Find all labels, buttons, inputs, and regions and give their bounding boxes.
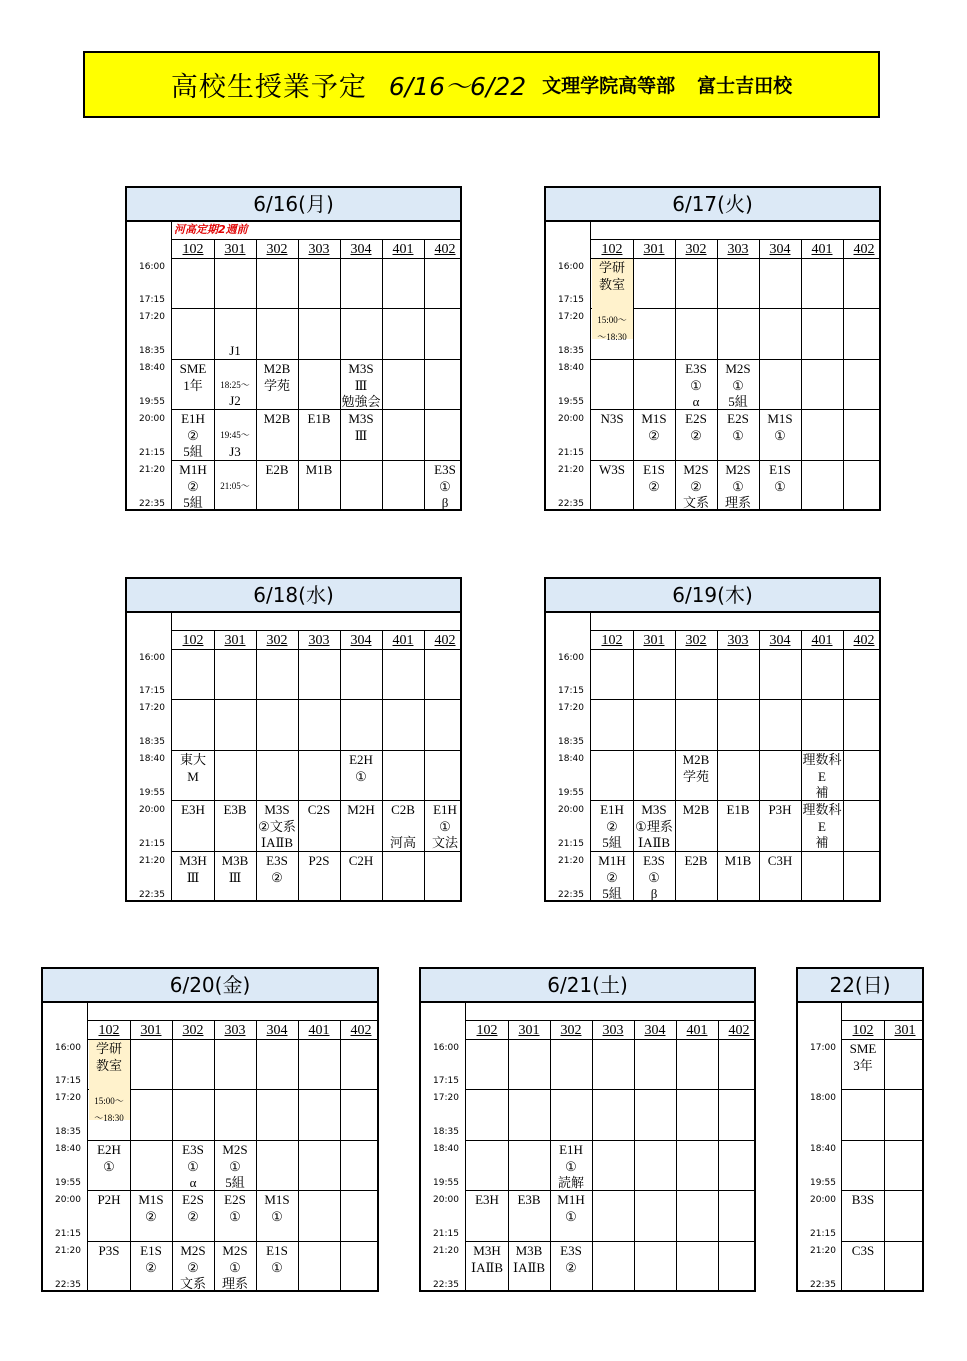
time-label: 17:15 (139, 295, 165, 305)
class-cell: J1 (229, 343, 241, 358)
room-header-top-line (172, 239, 460, 240)
class-cell: N3S (600, 411, 624, 426)
class-cell: E2B (265, 462, 289, 477)
room-header-301: 301 (140, 1023, 162, 1038)
time-label: 17:15 (558, 686, 584, 696)
class-cell: E2S ① (727, 411, 749, 443)
time-label: 21:15 (139, 839, 165, 849)
class-cell: E3S ② (266, 853, 288, 885)
class-cell: E2S ① (224, 1192, 246, 1224)
time-label: 16:00 (558, 262, 584, 272)
room-header-303: 303 (727, 242, 749, 257)
class-cell: M3H Ⅲ (179, 853, 207, 885)
time-label: 22:35 (139, 890, 165, 900)
class-cell: M3S Ⅲ 勉強会 (341, 361, 381, 409)
slot-divider (88, 1039, 377, 1040)
class-cell: B3S (851, 1192, 875, 1207)
date-range: 6/16〜6/22 (388, 71, 527, 101)
time-label: 21:20 (433, 1246, 459, 1256)
time-label: 18:35 (139, 737, 165, 747)
time-label: 19:55 (55, 1178, 81, 1188)
day-panel-d17 (544, 186, 881, 511)
class-cell: E3B (517, 1192, 541, 1207)
time-label: 21:15 (810, 1229, 836, 1239)
class-cell: E3S ① α (182, 1142, 204, 1190)
time-label: 17:20 (558, 703, 584, 713)
room-header-303: 303 (308, 633, 330, 648)
room-header-102: 102 (182, 633, 204, 648)
time-label: 20:00 (810, 1195, 836, 1205)
room-column-divider (382, 630, 383, 900)
time-label: 17:15 (139, 686, 165, 696)
time-label: 21:15 (139, 448, 165, 458)
slot-divider (591, 750, 879, 751)
class-cell: M2H (347, 802, 375, 817)
time-label: 17:00 (810, 1043, 836, 1053)
class-cell: M1H ② 5組 (598, 853, 626, 901)
day-panel-d16 (125, 186, 462, 511)
class-cell: C2H (348, 853, 374, 868)
class-cell: 理数科 E 補 (802, 752, 842, 800)
class-cell: SME 1年 (179, 361, 207, 393)
slot-divider (842, 1241, 922, 1242)
slot-divider (591, 460, 879, 461)
day-panel-d20 (41, 967, 379, 1292)
room-header-402: 402 (853, 242, 875, 257)
time-label: 17:20 (55, 1093, 81, 1103)
slot-divider (172, 750, 460, 751)
time-label: 17:20 (139, 703, 165, 713)
class-cell: C2S (307, 802, 331, 817)
room-header-102: 102 (182, 242, 204, 257)
class-cell: C3S (851, 1243, 875, 1258)
class-cell: M2S ② 文系 (682, 462, 709, 510)
time-label: 21:20 (558, 465, 584, 475)
time-label: 22:35 (558, 890, 584, 900)
slot-divider (172, 308, 460, 309)
time-label: 21:15 (433, 1229, 459, 1239)
time-label: 18:35 (55, 1127, 81, 1137)
time-label: 20:00 (558, 414, 584, 424)
day-header: 6/17(火) (546, 188, 879, 222)
class-cell: E1H ② 5組 (181, 411, 205, 459)
class-cell: M2S ① 5組 (725, 361, 751, 409)
class-cell: M1S ② (641, 411, 667, 443)
room-header-301: 301 (643, 242, 665, 257)
room-header-304: 304 (769, 633, 791, 648)
room-header-302: 302 (685, 242, 707, 257)
class-cell: E1S ② (643, 462, 665, 494)
class-cell: M2B (263, 411, 291, 426)
time-label: 21:15 (558, 448, 584, 458)
class-cell: P2S (308, 853, 330, 868)
time-label: 20:00 (55, 1195, 81, 1205)
class-cell: 15:00〜 〜18:30 (94, 1096, 124, 1123)
class-cell: J2 (229, 393, 241, 408)
day-panel-d19 (544, 577, 881, 902)
page-title-banner (83, 51, 880, 118)
time-label: 20:00 (433, 1195, 459, 1205)
time-label: 16:00 (558, 653, 584, 663)
exam-note: 河高定期2週前 (174, 223, 248, 236)
slot-divider (466, 1190, 754, 1191)
time-label: 17:15 (558, 295, 584, 305)
class-cell: E2H ① (349, 752, 373, 784)
room-column-divider (424, 630, 425, 900)
room-header-102: 102 (852, 1023, 874, 1038)
class-cell: 21:05〜 (220, 481, 250, 491)
class-cell: E1S ② (140, 1243, 162, 1275)
class-cell: 18:25〜 (220, 380, 250, 390)
room-header-401: 401 (811, 242, 833, 257)
room-header-102: 102 (601, 633, 623, 648)
time-label: 16:00 (139, 653, 165, 663)
time-label: 16:00 (139, 262, 165, 272)
time-label: 21:20 (139, 856, 165, 866)
day-header: 6/21(土) (421, 969, 754, 1003)
slot-divider (842, 1140, 922, 1141)
time-label: 16:00 (433, 1043, 459, 1053)
room-header-301: 301 (224, 242, 246, 257)
campus-name: 富士吉田校 (697, 75, 793, 97)
class-cell: M1S ① (767, 411, 793, 443)
time-label: 21:20 (55, 1246, 81, 1256)
room-column-divider (676, 1020, 677, 1290)
slot-divider (466, 1140, 754, 1141)
class-cell: E3S ① α (685, 361, 707, 409)
day-header: 6/18(水) (127, 579, 460, 613)
room-header-402: 402 (853, 633, 875, 648)
school-name: 文理学院高等部 (542, 75, 676, 97)
room-header-401: 401 (686, 1023, 708, 1038)
room-header-304: 304 (350, 242, 372, 257)
day-panel-d21 (419, 967, 756, 1292)
time-label: 17:15 (55, 1076, 81, 1086)
room-header-303: 303 (602, 1023, 624, 1038)
slot-divider (88, 1241, 377, 1242)
class-cell: E3B (223, 802, 247, 817)
time-label: 17:15 (433, 1076, 459, 1086)
page-title: 高校生授業予定 (170, 72, 367, 103)
class-cell: M2B 学苑 (263, 361, 291, 393)
time-label: 17:20 (433, 1093, 459, 1103)
class-cell: M1B (724, 853, 752, 868)
time-label: 22:35 (55, 1280, 81, 1290)
day-panel-d22 (796, 967, 924, 1292)
class-cell: P3H (768, 802, 792, 817)
day-header: 6/20(金) (43, 969, 377, 1003)
time-label: 18:35 (558, 346, 584, 356)
room-header-402: 402 (350, 1023, 372, 1038)
day-header: 6/16(月) (127, 188, 460, 222)
slot-divider (842, 1089, 922, 1090)
room-column-divider (298, 1020, 299, 1290)
class-cell: M1S ① (264, 1192, 290, 1224)
time-label: 19:55 (139, 397, 165, 407)
room-header-304: 304 (769, 242, 791, 257)
room-header-302: 302 (266, 633, 288, 648)
room-header-301: 301 (518, 1023, 540, 1038)
class-cell: M3B Ⅲ (221, 853, 249, 885)
class-cell: E1H ② 5組 (600, 802, 624, 850)
class-cell: E2H ① (97, 1142, 121, 1174)
class-cell: E1S ① (769, 462, 791, 494)
room-header-102: 102 (98, 1023, 120, 1038)
time-label: 18:35 (433, 1127, 459, 1137)
time-label: 18:35 (558, 737, 584, 747)
room-header-top-line (591, 630, 879, 631)
class-cell: M1S ② (138, 1192, 164, 1224)
time-label: 22:35 (139, 499, 165, 509)
slot-divider (172, 699, 460, 700)
slot-divider (172, 800, 460, 801)
time-label: 19:55 (810, 1178, 836, 1188)
class-cell: M1H ② 5組 (179, 462, 207, 510)
room-column-divider (592, 1020, 593, 1290)
room-header-301: 301 (643, 633, 665, 648)
slot-divider (842, 1190, 922, 1191)
room-header-102: 102 (476, 1023, 498, 1038)
class-cell: E1H ① 文法 (431, 802, 458, 850)
class-cell: C2B 河高 (389, 802, 416, 850)
class-cell: E2S ② (182, 1192, 204, 1224)
class-cell: E1H ① 読解 (557, 1142, 584, 1190)
class-cell: M2S ② 文系 (179, 1243, 206, 1291)
class-cell: 19:45〜 (220, 430, 250, 440)
time-label: 22:35 (558, 499, 584, 509)
time-label: 18:40 (558, 754, 584, 764)
room-column-divider (843, 239, 844, 509)
room-header-top-line (591, 239, 879, 240)
room-header-301: 301 (224, 633, 246, 648)
class-cell: E3S ① β (643, 853, 665, 901)
class-cell: M3S ①理系 ⅠAⅡB (635, 802, 673, 850)
time-label: 22:35 (433, 1280, 459, 1290)
class-cell: SME 3年 (849, 1041, 877, 1073)
room-column-divider (843, 630, 844, 900)
time-label: 21:20 (558, 856, 584, 866)
slot-divider (172, 649, 460, 650)
room-header-top-line (172, 630, 460, 631)
time-label: 18:40 (433, 1144, 459, 1154)
class-cell: M3S ②文系 ⅠAⅡB (258, 802, 296, 850)
slot-divider (466, 1039, 754, 1040)
room-header-302: 302 (266, 242, 288, 257)
time-label: 22:35 (810, 1280, 836, 1290)
class-cell: M2S ① 理系 (724, 462, 751, 510)
class-cell: E2B (684, 853, 708, 868)
time-label: 21:20 (810, 1246, 836, 1256)
room-header-401: 401 (392, 242, 414, 257)
time-label: 18:40 (55, 1144, 81, 1154)
slot-divider (591, 308, 879, 309)
class-cell: M2B 学苑 (682, 752, 710, 784)
class-cell: W3S (599, 462, 625, 477)
slot-divider (88, 1140, 377, 1141)
time-label: 19:55 (433, 1178, 459, 1188)
time-label: 18:40 (558, 363, 584, 373)
time-label: 21:20 (139, 465, 165, 475)
time-label: 18:40 (810, 1144, 836, 1154)
room-header-304: 304 (644, 1023, 666, 1038)
slot-divider (842, 1039, 922, 1040)
room-header-303: 303 (224, 1023, 246, 1038)
room-header-top-line (88, 1020, 377, 1021)
room-header-303: 303 (727, 633, 749, 648)
class-cell: E3H (181, 802, 205, 817)
room-header-304: 304 (266, 1023, 288, 1038)
slot-divider (466, 1089, 754, 1090)
slot-divider (591, 649, 879, 650)
room-column-divider (634, 1020, 635, 1290)
room-header-top-line (466, 1020, 754, 1021)
time-label: 17:20 (139, 312, 165, 322)
class-cell: P2H (97, 1192, 121, 1207)
slot-divider (591, 359, 879, 360)
day-header: 6/19(木) (546, 579, 879, 613)
time-label: 20:00 (139, 805, 165, 815)
room-column-divider (214, 239, 215, 509)
room-header-303: 303 (308, 242, 330, 257)
time-label: 20:00 (558, 805, 584, 815)
room-header-302: 302 (560, 1023, 582, 1038)
time-label: 21:15 (55, 1229, 81, 1239)
time-label: 17:20 (558, 312, 584, 322)
room-column-divider (884, 1020, 885, 1290)
class-cell: E2S ② (685, 411, 707, 443)
room-header-302: 302 (182, 1023, 204, 1038)
time-label: 16:00 (55, 1043, 81, 1053)
room-header-401: 401 (811, 633, 833, 648)
time-label: 21:15 (558, 839, 584, 849)
room-header-top-line (842, 1020, 922, 1021)
time-label: 19:55 (558, 397, 584, 407)
room-header-401: 401 (308, 1023, 330, 1038)
time-label: 18:40 (139, 363, 165, 373)
slot-divider (591, 258, 879, 259)
room-header-401: 401 (392, 633, 414, 648)
class-cell: 学研 教室 (95, 1041, 122, 1073)
class-cell: E1B (726, 802, 750, 817)
room-header-301: 301 (894, 1023, 916, 1038)
class-cell: M1H ① (557, 1192, 585, 1224)
room-header-102: 102 (601, 242, 623, 257)
class-cell: E1S ① (266, 1243, 288, 1275)
class-cell: P3S (98, 1243, 120, 1258)
time-label: 19:55 (139, 788, 165, 798)
class-cell: M3H ⅠAⅡB (470, 1243, 504, 1275)
time-label: 19:55 (558, 788, 584, 798)
time-label: 20:00 (139, 414, 165, 424)
class-cell: M3S Ⅲ (348, 411, 374, 443)
room-header-402: 402 (434, 242, 456, 257)
class-cell: 学研 教室 (598, 260, 625, 292)
class-cell: M3B ⅠAⅡB (512, 1243, 546, 1275)
room-column-divider (718, 1020, 719, 1290)
class-cell: C3H (767, 853, 793, 868)
time-label: 18:40 (139, 754, 165, 764)
slot-divider (172, 258, 460, 259)
class-cell: E3S ① β (434, 462, 456, 510)
time-label: 18:35 (139, 346, 165, 356)
room-column-divider (382, 239, 383, 509)
class-cell: E1B (307, 411, 331, 426)
slot-divider (466, 1241, 754, 1242)
class-cell: M1B (305, 462, 333, 477)
room-column-divider (340, 1020, 341, 1290)
room-header-304: 304 (350, 633, 372, 648)
slot-divider (88, 1089, 377, 1090)
class-cell: 東大 M (179, 752, 206, 784)
class-cell: M2B (682, 802, 710, 817)
class-cell: 15:00〜 〜18:30 (597, 315, 627, 342)
class-cell: M2S ① 理系 (221, 1243, 248, 1291)
class-cell: M2S ① 5組 (222, 1142, 248, 1190)
class-cell: E3H (475, 1192, 499, 1207)
slot-divider (591, 699, 879, 700)
room-column-divider (801, 239, 802, 509)
class-cell: E3S ② (560, 1243, 582, 1275)
room-header-302: 302 (685, 633, 707, 648)
class-cell: J3 (229, 444, 241, 459)
day-header: 22(日) (798, 969, 922, 1003)
class-cell: 理数科 E 補 (802, 802, 842, 850)
day-panel-d18 (125, 577, 462, 902)
room-header-402: 402 (728, 1023, 750, 1038)
time-label: 18:00 (810, 1093, 836, 1103)
room-header-402: 402 (434, 633, 456, 648)
